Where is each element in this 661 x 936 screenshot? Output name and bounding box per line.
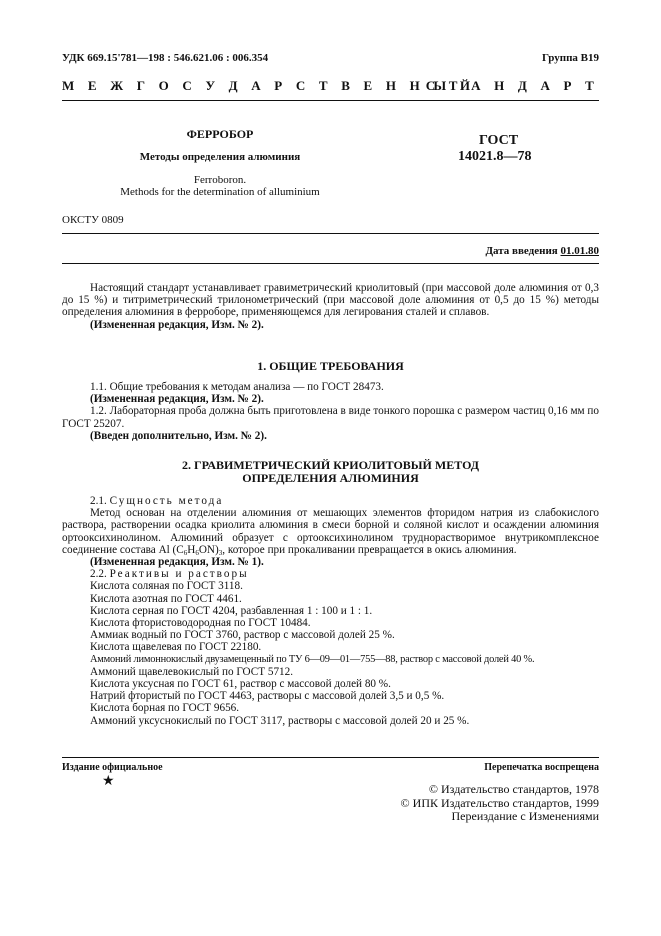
- clause-1-2: 1.2. Лабораторная проба должна быть приготовлена в виде тонкого порошка с размером частиц 0,16 мм по ГОСТ 25207.: [62, 405, 599, 430]
- reagent-item: Кислота соляная по ГОСТ 3118.: [90, 580, 243, 593]
- reagent-item: Аммоний уксуснокислый по ГОСТ 3117, растворы с массовой долей 20 и 25 %.: [90, 714, 470, 727]
- subscript-3: 3: [218, 548, 223, 557]
- clause-1-1: 1.1. Общие требования к методам анализа — по ГОСТ 28473.: [90, 381, 384, 393]
- essence-on: ON): [198, 543, 219, 556]
- subscript-c6: 6: [183, 548, 188, 557]
- copyright-block: [401, 783, 599, 824]
- essence-h: H: [187, 543, 196, 556]
- reprint-prohibited: Перепечатка воспрещена: [484, 762, 599, 773]
- reagent-list: [62, 580, 599, 726]
- essence-text-start: Метод основан на отделении алюминия от мешающих элементов фторидом натрия из слабокислого раствора, растворении осадка криолита алюминия в смеси борной и соляной кислот и осаждении алюминия ортооксихинолином. Алюминий образует с ортооксихинолином труднорастворимое внутрикомплексное соединение состава Al (C: [62, 507, 599, 556]
- subtitle-en: Methods for the determination of alluminium: [120, 186, 320, 198]
- udk-code: УДК 669.15'781—198 : 546.621.06 : 006.354: [62, 52, 269, 64]
- reagent-item: Аммиак водный по ГОСТ 3760, раствор с массовой долей 25 %.: [90, 629, 395, 642]
- section1-heading: 1. ОБЩИЕ ТРЕБОВАНИЯ: [257, 359, 404, 373]
- section2-heading: [62, 459, 599, 484]
- reagent-item: Кислота азотная по ГОСТ 4461.: [90, 592, 242, 605]
- star-icon: ★: [102, 774, 115, 789]
- header-rule: [62, 100, 599, 101]
- subtitle-ru: Методы определения алюминия: [139, 151, 301, 163]
- okstu-code: ОКСТУ 0809: [62, 214, 124, 226]
- group-code: Группа В19: [541, 52, 599, 64]
- banner-interstate: М Е Ж Г О С У Д А Р С Т В Е Н Н Ы Й: [62, 78, 476, 93]
- reagent-item: Кислота борная по ГОСТ 9656.: [90, 702, 240, 715]
- reagent-item: Натрий фтористый по ГОСТ 4463, растворы с массовой долей 3,5 и 0,5 %.: [90, 690, 445, 703]
- title-ru: ФЕРРОБОР: [186, 127, 254, 141]
- section1-block: [62, 381, 599, 442]
- reagent-item: Кислота щавелевая по ГОСТ 22180.: [90, 641, 262, 654]
- official-edition: Издание официальное: [62, 762, 163, 773]
- section2-block: [62, 495, 599, 727]
- reagent-item: Кислота серная по ГОСТ 4204, разбавленная 1 : 100 и 1 : 1.: [90, 604, 373, 617]
- section2-heading-line2: ОПРЕДЕЛЕНИЯ АЛЮМИНИЯ: [242, 470, 419, 485]
- clause-2-2-number: 2.2.: [90, 568, 107, 581]
- clause-2-1-note: (Измененная редакция, Изм. № 1).: [90, 556, 264, 569]
- intro-text: Настоящий стандарт устанавливает гравиметрический криолитовый (при массовой доле алюминия от 0,3 до 15 %) и титриметрический трилонометрический (при массовой доле алюминия от 0,5 до 15 %) методы определения алюминия в ферроборе, применяющемся для легирования сталей и сплавов.: [62, 282, 599, 319]
- reagent-item: Кислота фтористоводородная по ГОСТ 10484.: [90, 617, 311, 630]
- banner-standard: С Т А Н Д А Р Т: [425, 78, 599, 93]
- footer-rule: [62, 757, 599, 758]
- reissue-note: Переиздание с Изменениями: [451, 809, 599, 823]
- clause-2-2-title: Реактивы и растворы: [109, 568, 249, 581]
- clause-2-1-text: [62, 507, 599, 556]
- reagent-item: Аммоний щавелевокислый по ГОСТ 5712.: [90, 665, 294, 678]
- okstu-rule: [62, 233, 599, 234]
- copyright-1978: © Издательство стандартов, 1978: [428, 782, 599, 796]
- clause-2-1-number: 2.1.: [90, 495, 107, 507]
- copyright-1999: © ИПК Издательство стандартов, 1999: [400, 795, 599, 810]
- reagent-item: Кислота уксусная по ГОСТ 61, раствор с массовой долей 80 %.: [90, 678, 391, 691]
- title-en: Ferroboron.: [193, 174, 247, 186]
- clause-1-2-note: (Введен дополнительно, Изм. № 2).: [90, 429, 267, 442]
- clause-2-1-heading: [62, 495, 599, 507]
- intro-date: [485, 245, 599, 257]
- clause-2-2-heading: [62, 568, 599, 580]
- subscript-h6: 6: [195, 548, 199, 557]
- clause-1-1-note: (Измененная редакция, Изм. № 2).: [90, 393, 264, 406]
- gost-label: ГОСТ: [479, 133, 519, 148]
- reagent-item: Аммоний лимоннокислый двузамещенный по ТУ 6—09—01—755—88, раствор с массовой долей 40 %.: [90, 653, 535, 665]
- intro-date-value: 01.01.80: [560, 245, 599, 257]
- date-rule: [62, 263, 599, 264]
- clause-2-1-title: Сущность метода: [109, 495, 224, 507]
- gost-number: 14021.8—78: [458, 149, 532, 164]
- section2-heading-line1: 2. ГРАВИМЕТРИЧЕСКИЙ КРИОЛИТОВЫЙ МЕТОД: [181, 458, 480, 472]
- intro-block: [62, 282, 599, 331]
- essence-text-end: , которое при прокаливании превращается в окись алюминия.: [222, 543, 517, 556]
- intro-date-label: Дата введения: [485, 245, 558, 257]
- intro-edition-note: (Измененная редакция, Изм. № 2).: [90, 318, 264, 331]
